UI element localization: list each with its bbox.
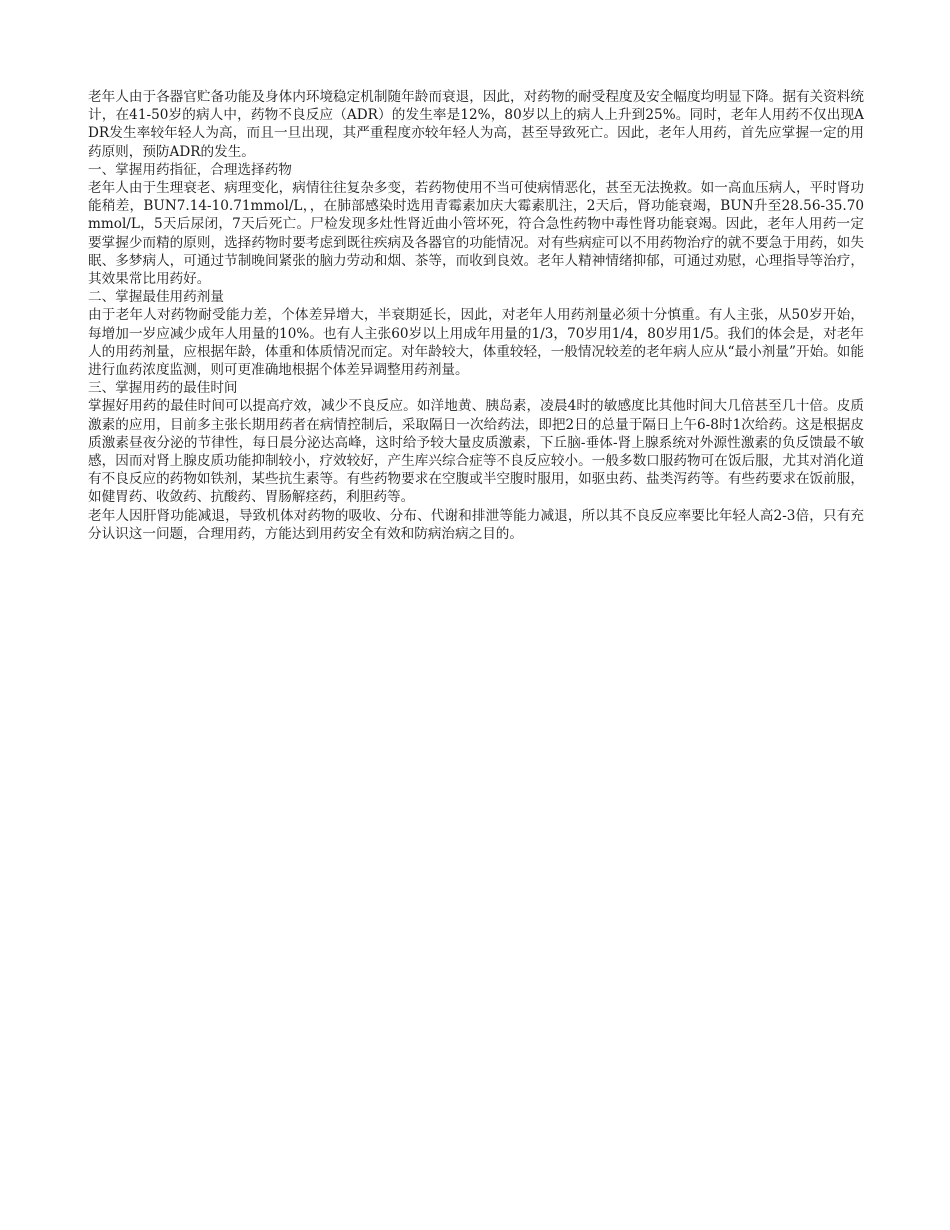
section-2-heading: 二、掌握最佳用药剂量 — [88, 289, 224, 306]
section-1-heading: 一、掌握用药指征，合理选择药物 — [88, 161, 292, 178]
document-body — [88, 88, 864, 543]
conclusion-paragraph: 老年人因肝肾功能减退，导致机体对药物的吸收、分布、代谢和排泄等能力减退，所以其不良反应率要比年轻人高2-3倍，只有充分认识这一问题，合理用药，方能达到用药安全有效和防病治病之目的。 — [88, 507, 864, 542]
section-2-paragraph: 由于老年人对药物耐受能力差，个体差异增大，半衰期延长，因此，对老年人用药剂量必须十分慎重。有人主张，从50岁开始，每增加一岁应减少成年人用量的10%。也有人主张60岁以上用成年用量的1/3，70岁用1/4，80岁用1/5。我们的体会是，对老年人的用药剂量，应根据年龄，体重和体质情况而定。对年龄较大，体重较轻，一般情况较差的老年病人应从“最小剂量”开始。如能进行血药浓度监测，则可更准确地根据个体差异调整用药剂量。 — [88, 307, 864, 379]
section-3-paragraph: 掌握好用药的最佳时间可以提高疗效，减少不良反应。如洋地黄、胰岛素，凌晨4时的敏感度比其他时间大几倍甚至几十倍。皮质激素的应用，目前多主张长期用药者在病情控制后，采取隔日一次给药法，即把2日的总量于隔日上午6-8时1次给药。这是根据皮质激素昼夜分泌的节律性，每日晨分泌达高峰，这时给予较大量皮质激素，下丘脑-垂体-肾上腺系统对外源性激素的负反馈最不敏感，因而对肾上腺皮质功能抑制较小，疗效较好，产生库兴综合症等不良反应较小。一般多数口服药物可在饭后服，尤其对消化道有不良反应的药物如铁剂，某些抗生素等。有些药物要求在空腹或半空腹时服用，如驱虫药、盐类泻药等。有些药要求在饭前服，如健胃药、收敛药、抗酸药、胃肠解痉药，利胆药等。 — [88, 398, 864, 506]
section-3-heading: 三、掌握用药的最佳时间 — [88, 380, 238, 397]
section-1-paragraph: 老年人由于生理衰老、病理变化，病情往往复杂多变，若药物使用不当可使病情恶化，甚至无法挽救。如一高血压病人，平时肾功能稍差，BUN7.14-10.71mmol/L，，在肺部感染时选用青霉素加庆大霉素肌注，2天后，肾功能衰竭，BUN升至28.56-35.70mmol/L，5天后尿闭，7天后死亡。尸检发现多灶性肾近曲小管坏死，符合急性药物中毒性肾功能衰竭。因此，老年人用药一定要掌握少而精的原则，选择药物时要考虑到既往疾病及各器官的功能情况。对有些病症可以不用药物治疗的就不要急于用药，如失眠、多梦病人，可通过节制晚间紧张的脑力劳动和烟、茶等，而收到良效。老年人精神情绪抑郁，可通过劝慰，心理指导等治疗，其效果常比用药好。 — [88, 180, 864, 288]
intro-paragraph: 老年人由于各器官贮备功能及身体内环境稳定机制随年龄而衰退，因此，对药物的耐受程度及安全幅度均明显下降。据有关资料统计，在41-50岁的病人中，药物不良反应（ADR）的发生率是12%，80岁以上的病人上升到25%。同时，老年人用药不仅出现ADR发生率较年轻人为高，而且一旦出现，其严重程度亦较年轻人为高，甚至导致死亡。因此，老年人用药，首先应掌握一定的用药原则，预防ADR的发生。 — [88, 89, 864, 160]
